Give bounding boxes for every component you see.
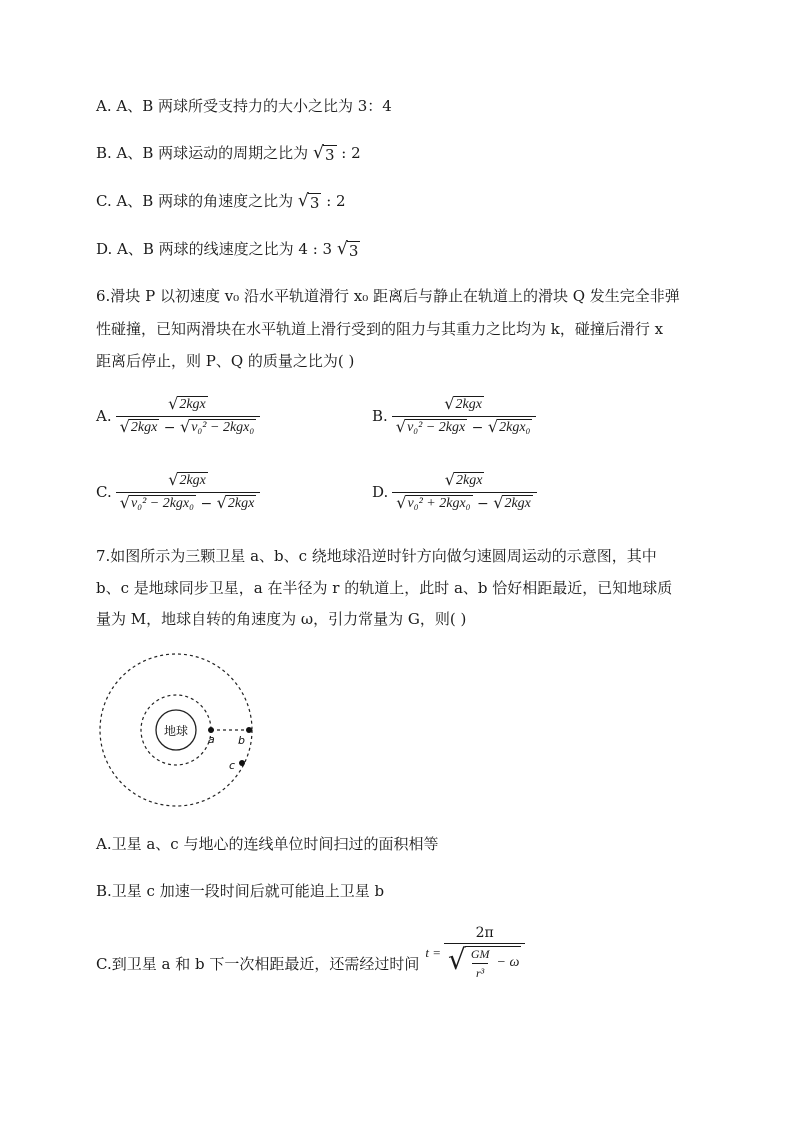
- q6-stem-line-3: 距离后停止，则 P、Q 的质量之比为( ): [96, 352, 355, 370]
- label-c: c: [229, 759, 236, 772]
- q5-option-c-ratio: : 2: [326, 192, 346, 210]
- q5-option-c-text: C. A、B 两球的角速度之比为: [96, 192, 294, 210]
- fraction: √ 2kgx √ v₀² − 2kgx − √ 2kgx₀: [392, 396, 537, 437]
- q5-option-b[interactable]: [96, 142, 361, 164]
- q6-option-d[interactable]: [372, 472, 537, 513]
- q6-option-a[interactable]: [96, 396, 260, 437]
- option-label: B.: [372, 407, 388, 426]
- q7-stem-line-3: 量为 M，地球自转的角速度为 ω，引力常量为 G，则( ): [96, 610, 467, 628]
- q6-stem-line-2: 性碰撞，已知两滑块在水平轨道上滑行受到的阻力与其重力之比均为 k，碰撞后滑行 x: [96, 320, 664, 338]
- q5-option-c[interactable]: [96, 190, 346, 212]
- label-a: a: [208, 733, 215, 746]
- sqrt-expression: √ 3: [312, 143, 335, 164]
- option-label: D.: [372, 483, 389, 502]
- option-label: A.: [96, 407, 112, 426]
- q5-option-d-text: D. A、B 两球的线速度之比为 4 : 3: [96, 240, 333, 258]
- fraction: √ 2kgx √ v₀² + 2kgx₀ − √ 2kgx: [392, 472, 537, 513]
- q6-option-c[interactable]: [96, 472, 260, 513]
- orbit-diagram: [96, 650, 286, 815]
- q7-option-a[interactable]: A.卫星 a、c 与地心的连线单位时间扫过的面积相等: [96, 835, 439, 853]
- time-fraction: 2π √ $\frac{GM}{\text{r³}}$ − ω: [444, 925, 525, 981]
- fraction-numerator: 2π: [475, 925, 494, 941]
- sqrt-expression: √ 3: [336, 239, 359, 260]
- time-variable: t =: [425, 944, 441, 960]
- q7-option-c-text: C.到卫星 a 和 b 下一次相距最近，还需经过时间: [96, 955, 420, 974]
- label-b: b: [238, 734, 245, 747]
- q6-option-b[interactable]: [372, 396, 536, 437]
- satellite-b: [246, 727, 252, 733]
- fraction: √ 2kgx √ v₀² − 2kgx₀ − √ 2kgx: [116, 472, 261, 513]
- q5-option-b-ratio: : 2: [341, 144, 361, 162]
- option-label: C.: [96, 483, 112, 502]
- q5-option-d[interactable]: [96, 238, 360, 260]
- fraction: √ 2kgx √ 2kgx − √ v₀² − 2kgx₀: [116, 396, 261, 437]
- q7-stem-line-2: b、c 是地球同步卫星，a 在半径为 r 的轨道上，此时 a、b 恰好相距最近，已知地球质: [96, 579, 673, 597]
- q7-option-c[interactable]: [96, 925, 525, 981]
- q7-option-b[interactable]: B.卫星 c 加速一段时间后就可能追上卫星 b: [96, 882, 385, 900]
- q5-option-b-text: B. A、B 两球运动的周期之比为: [96, 144, 309, 162]
- q7-stem-line-1: 7.如图所示为三颗卫星 a、b、c 绕地球沿逆时针方向做匀速圆周运动的示意图，其中: [96, 547, 657, 565]
- q5-option-a[interactable]: A. A、B 两球所受支持力的大小之比为 3：4: [96, 97, 392, 115]
- sqrt-expression: √ 3: [297, 191, 320, 212]
- earth-label: 地球: [163, 724, 189, 738]
- satellite-c: [239, 760, 245, 766]
- q6-stem-line-1: 6.滑块 P 以初速度 v₀ 沿水平轨道滑行 x₀ 距离后与静止在轨道上的滑块 Q 发生完全非弹: [96, 287, 680, 305]
